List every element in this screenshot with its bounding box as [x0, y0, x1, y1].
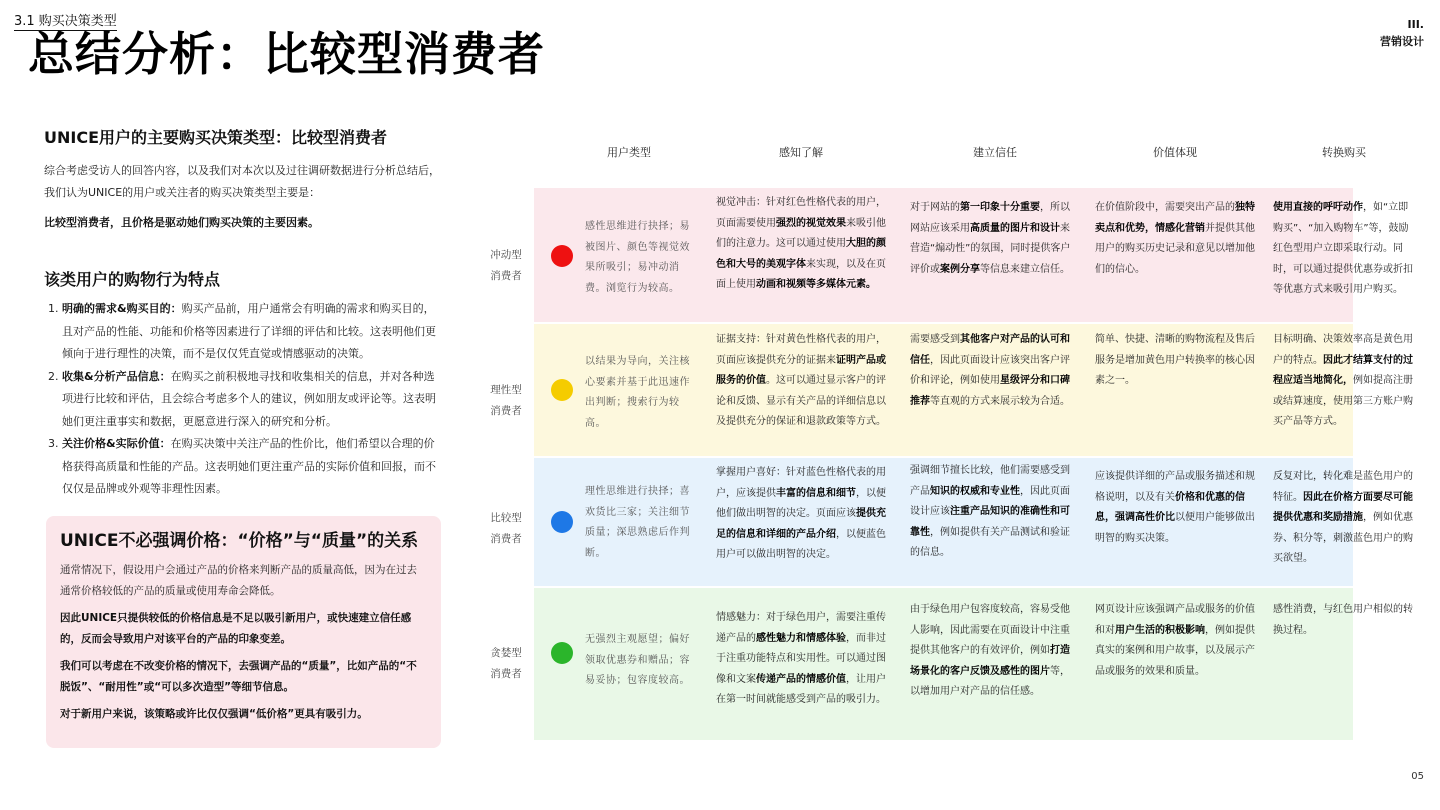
row-label-line-1: 贪婪型: [490, 647, 522, 659]
left-column: [44, 126, 444, 501]
row-label-comparative: [486, 508, 526, 550]
feature-item: [62, 366, 444, 434]
feature-text: 在购买之前积极地寻找和收集相关的信息，并对各种选项进行比较和评估，且会综合考虑多个人的建议，例如朋友或评论等。这表明她们更注重事实和数据，更愿意进行深入的研究和分析。: [62, 369, 436, 428]
cell-value: 网页设计应该强调产品或服务的价值和对用户生活的积极影响，例如提供真实的案例和用户故事，以及展示产品或服务的效果和质量。: [1095, 604, 1255, 677]
blue-dot-icon: [551, 511, 573, 533]
header-trust: 建立信任: [973, 146, 1017, 159]
cell-traits: 以结果为导向，关注核心要素并基于此迅速作出判断；搜索行为较高。: [585, 356, 690, 429]
row-label-line-1: 理性型: [490, 384, 522, 396]
row-label-greedy: [486, 643, 526, 685]
yellow-dot-icon: [551, 379, 573, 401]
feature-title: 收集&分析产品信息：: [62, 369, 171, 383]
cell-value: 应该提供详细的产品或服务描述和规格说明，以及有关价格和优惠的信息，强调高性价比以便用户能够做出明智的购买决策。: [1095, 471, 1255, 544]
box-paragraph-3: 我们可以考虑在不改变价格的情况下，去强调产品的“质量”，比如产品的“不脱饭”、“耐用性”或“可以多次造型”等细节信息。: [60, 660, 417, 693]
feature-item: [62, 298, 444, 366]
feature-text: 购买产品前，用户通常会有明确的需求和购买目的，且对产品的性能、功能和价格等因素进行了详细的评估和比较。这表明他们更倾向于进行理性的决策，而不是仅仅凭直觉或情感驱动的决策。: [62, 302, 436, 360]
cell-conversion: 目标明确、决策效率高是黄色用户的特点。因此才结算支付的过程应适当地简化，例如提高注册或结算速度，使用第三方账户购买产品等方式。: [1273, 334, 1413, 427]
header-conversion: 转换购买: [1322, 146, 1366, 159]
cell-trust: 对于网站的第一印象十分重要，所以网站应该采用高质量的图片和设计来营造“煽动性”的氛围，同时提供客户评价或案例分享等信息来建立信任。: [910, 202, 1071, 275]
cell-trust: 由于绿色用户包容度较高，容易受他人影响，因此需要在页面设计中注重提供其他客户的有效评价，例如打造场景化的客户反馈及感性的图片等，以增加用户对产品的信任感。: [910, 604, 1070, 697]
cell-traits: 理性思维进行抉择；喜欢货比三家；关注细节质量；深思熟虑后作判断。: [585, 486, 690, 559]
cell-conversion: 感性消费，与红色用户相似的转换过程。: [1273, 604, 1413, 636]
page-title: 总结分析：比较型消费者: [28, 27, 545, 81]
cell-trust: 需要感受到其他客户对产品的认可和信任，因此页面设计应该突出客户评价和评论，例如使用星级评分和口碑推荐等直观的方式来展示较为合适。: [910, 334, 1070, 407]
header-perception: 感知了解: [779, 146, 823, 159]
corner-line-2: 营销设计: [1380, 35, 1424, 48]
feature-title: 关注价格&实际价值：: [62, 437, 171, 450]
row-label-line-2: 消费者: [490, 270, 522, 282]
box-paragraph-2: 因此UNICE只提供较低的价格信息是不足以吸引新用户，或快速建立信任感的，反而会导致用户对该平台的产品的印象变差。: [60, 612, 412, 645]
cell-perception: 掌握用户喜好：针对蓝色性格代表的用户，应该提供丰富的信息和细节，以便他们做出明智的决定。页面应该提供充足的信息和详细的产品介绍，以便蓝色用户可以做出明智的决定。: [716, 467, 886, 560]
page-number: 05: [1411, 771, 1424, 782]
box-paragraph-1: 通常情况下，假设用户会通过产品的价格来判断产品的质量高低，因为在过去通常价格较低的产品的质量或使用寿命会降低。: [60, 564, 417, 597]
row-label-line-1: 比较型: [490, 512, 522, 524]
cell-traits: 感性思维进行抉择；易被图片、颜色等视觉效果所吸引；易冲动消费。浏览行为较高。: [585, 221, 690, 294]
left-conclusion: 比较型消费者，且价格是驱动她们购买决策的主要因素。: [44, 216, 319, 229]
header-user-type: 用户类型: [607, 146, 651, 159]
features-list: [44, 298, 444, 501]
box-paragraph-4: 对于新用户来说，该策略或许比仅仅强调“低价格”更具有吸引力。: [60, 708, 368, 720]
left-intro: 综合考虑受访人的回答内容，以及我们对本次以及过往调研数据进行分析总结后，我们认为UNICE的用户或关注者的购买决策类型主要是：: [44, 164, 440, 199]
corner-section: [1380, 16, 1424, 50]
row-label-line-1: 冲动型: [490, 249, 522, 261]
cell-conversion: 使用直接的呼吁动作，如“立即购买”、“加入购物车”等，鼓励红色型用户立即采取行动。同时，可以通过提供优惠券或折扣等优惠方式来吸引用户购买。: [1273, 202, 1413, 295]
row-label-impulsive: [486, 245, 526, 287]
feature-item: [62, 433, 444, 501]
header-value: 价值体现: [1153, 146, 1197, 159]
row-label-rational: [486, 380, 526, 422]
price-quality-box: [46, 516, 441, 748]
features-heading: 该类用户的购物行为特点: [44, 270, 221, 289]
feature-title: 明确的需求&购买目的：: [62, 302, 182, 315]
cell-traits: 无强烈主观愿望；偏好领取优惠券和赠品；容易妥协；包容度较高。: [585, 634, 690, 686]
green-dot-icon: [551, 642, 573, 664]
cell-trust: 强调细节擅长比较，他们需要感受到产品知识的权威和专业性，因此页面设计应该注重产品知识的准确性和可靠性，例如提供有关产品测试和验证的信息。: [910, 465, 1070, 558]
left-heading: UNICE用户的主要购买决策类型：比较型消费者: [44, 128, 388, 147]
red-dot-icon: [551, 245, 573, 267]
row-label-line-2: 消费者: [490, 668, 522, 680]
row-label-line-2: 消费者: [490, 405, 522, 417]
feature-text: 在购买决策中关注产品的性价比，他们希望以合理的价格获得高质量和性能的产品。这表明她们更注重产品的实际价值和回报，而不仅仅是品牌或外观等非理性因素。: [62, 437, 436, 495]
row-label-line-2: 消费者: [490, 533, 522, 545]
box-title: UNICE不必强调价格：“价格”与“质量”的关系: [60, 531, 419, 551]
corner-line-1: III.: [1407, 18, 1424, 31]
cell-perception: 证据支持：针对黄色性格代表的用户，页面应该提供充分的证据来证明产品或服务的价值。这可以通过显示客户的评论和反馈、显示有关产品的详细信息以及提供充分的保证和退款政策等方式。: [716, 334, 886, 427]
section-label: 3.1 购买决策类型: [14, 14, 117, 29]
cell-value: 在价值阶段中，需要突出产品的独特卖点和优势，情感化营销并提供其他用户的购买历史记录和意见以增加他们的信心。: [1095, 202, 1255, 275]
cell-perception: 视觉冲击：针对红色性格代表的用户，页面需要使用强烈的视觉效果来吸引他们的注意力。这可以通过使用大胆的颜色和大号的美观字体来实现，以及在页面上使用动画和视频等多媒体元素。: [716, 197, 886, 290]
cell-perception: 情感魅力：对于绿色用户，需要注重传递产品的感性魅力和情感体验，而非过于注重功能特点和实用性。可以通过图像和文案传递产品的情感价值，让用户在第一时间就能感受到产品的吸引力。: [716, 612, 886, 705]
cell-value: 简单、快捷、清晰的购物流程及售后服务是增加黄色用户转换率的核心因素之一。: [1095, 334, 1255, 386]
cell-conversion: 反复对比，转化难是蓝色用户的特征。因此在价格方面要尽可能提供优惠和奖励措施，例如优惠券、积分等，刺激蓝色用户的购买欲望。: [1273, 471, 1413, 564]
